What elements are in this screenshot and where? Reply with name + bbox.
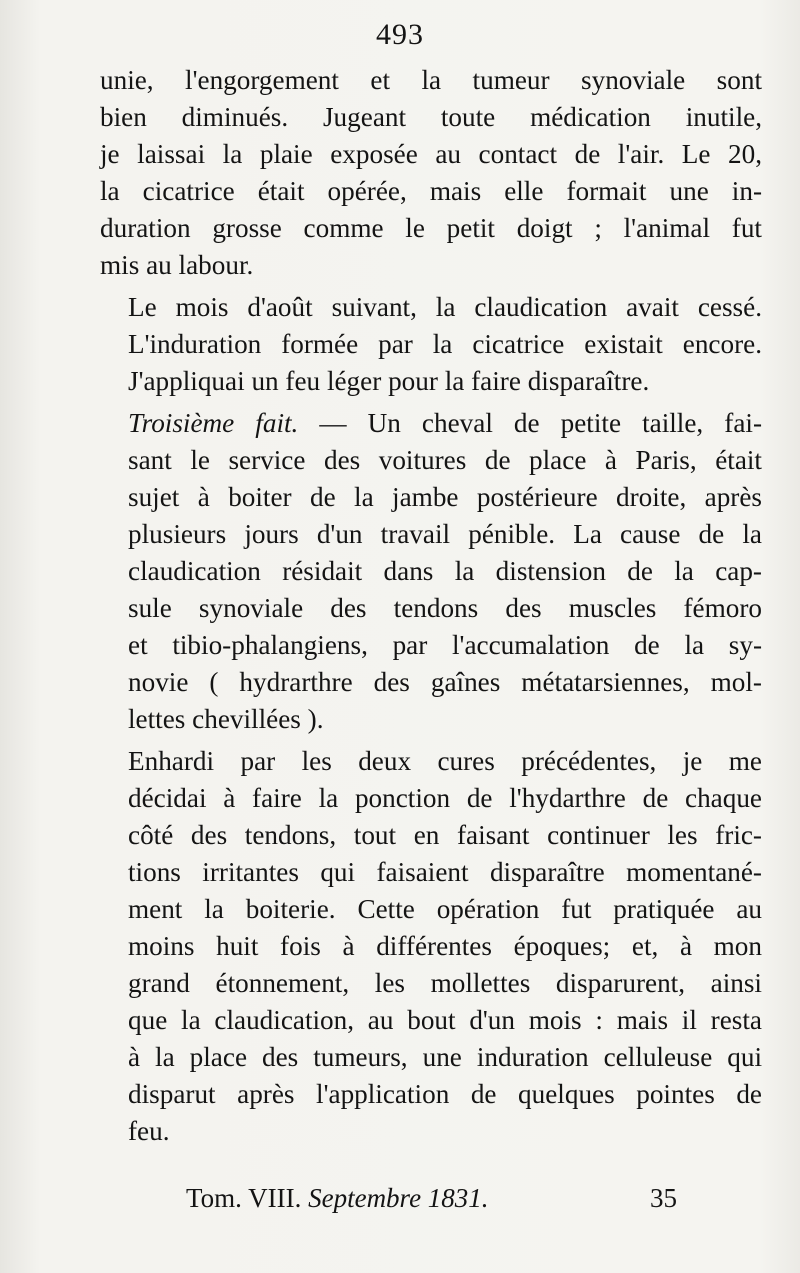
section-lead: Troisième fait. xyxy=(128,408,299,438)
text-line: je laissai la plaie exposée au contact de l'air. Le 20, xyxy=(100,139,762,169)
paragraph xyxy=(100,289,762,400)
text-line: moins huit fois à différentes époques; et, à mon xyxy=(128,931,762,961)
paragraph xyxy=(100,743,762,1150)
text-line: Enhardi par les deux cures précédentes, je me xyxy=(128,746,762,776)
text-line: mis au labour. xyxy=(100,250,254,280)
text-line: lettes chevillées ). xyxy=(128,704,324,734)
footer-date: Septembre 1831. xyxy=(308,1183,489,1213)
text-line: claudication résidait dans la distension de la cap- xyxy=(128,556,762,586)
text-line: et tibio-phalangiens, par l'accumalation de la sy- xyxy=(128,630,762,660)
page-number: 493 xyxy=(376,18,424,51)
paragraph xyxy=(100,405,762,738)
text-line: L'induration formée par la cicatrice existait encore. xyxy=(128,329,762,359)
text-line: décidai à faire la ponction de l'hydarthre de chaque xyxy=(128,783,762,813)
text-line: bien diminués. Jugeant toute médication inutile, xyxy=(100,102,762,132)
text-line: J'appliquai un feu léger pour la faire disparaître. xyxy=(128,366,650,396)
text-line xyxy=(100,405,762,442)
text-line: sant le service des voitures de place à Paris, était xyxy=(128,445,762,475)
text-line: duration grosse comme le petit doigt ; l'animal fut xyxy=(100,213,762,243)
footer-volume: Tom. VIII. xyxy=(186,1183,302,1213)
text-line: ment la boiterie. Cette opération fut pratiquée au xyxy=(128,894,762,924)
text-line: disparut après l'application de quelques pointes de xyxy=(128,1079,762,1109)
text-line: tions irritantes qui faisaient disparaître momentané- xyxy=(128,857,762,887)
text-line: feu. xyxy=(128,1116,170,1146)
text-line: Le mois d'août suivant, la claudication avait cessé. xyxy=(128,292,762,322)
page-footer xyxy=(186,1183,686,1214)
text-line: novie ( hydrarthre des gaînes métatarsiennes, mol- xyxy=(128,667,762,697)
text-line: la cicatrice était opérée, mais elle formait une in- xyxy=(100,176,762,206)
text-line: grand étonnement, les mollettes disparurent, ainsi xyxy=(128,968,762,998)
text-line: plusieurs jours d'un travail pénible. La cause de la xyxy=(128,519,762,549)
text-line: sule synoviale des tendons des muscles fémoro xyxy=(128,593,762,623)
paragraph xyxy=(100,62,762,284)
footer-sheet-number: 35 xyxy=(650,1183,677,1213)
text-line: unie, l'engorgement et la tumeur synoviale sont xyxy=(100,65,762,95)
body-text xyxy=(100,62,762,1155)
text-line: côté des tendons, tout en faisant continuer les fric- xyxy=(128,820,762,850)
text-line: sujet à boiter de la jambe postérieure droite, après xyxy=(128,482,762,512)
text-line-rest: — Un cheval de petite taille, fai- xyxy=(298,408,763,438)
text-line: que la claudication, au bout d'un mois : mais il resta xyxy=(128,1005,762,1035)
text-line: à la place des tumeurs, une induration celluleuse qui xyxy=(128,1042,762,1072)
